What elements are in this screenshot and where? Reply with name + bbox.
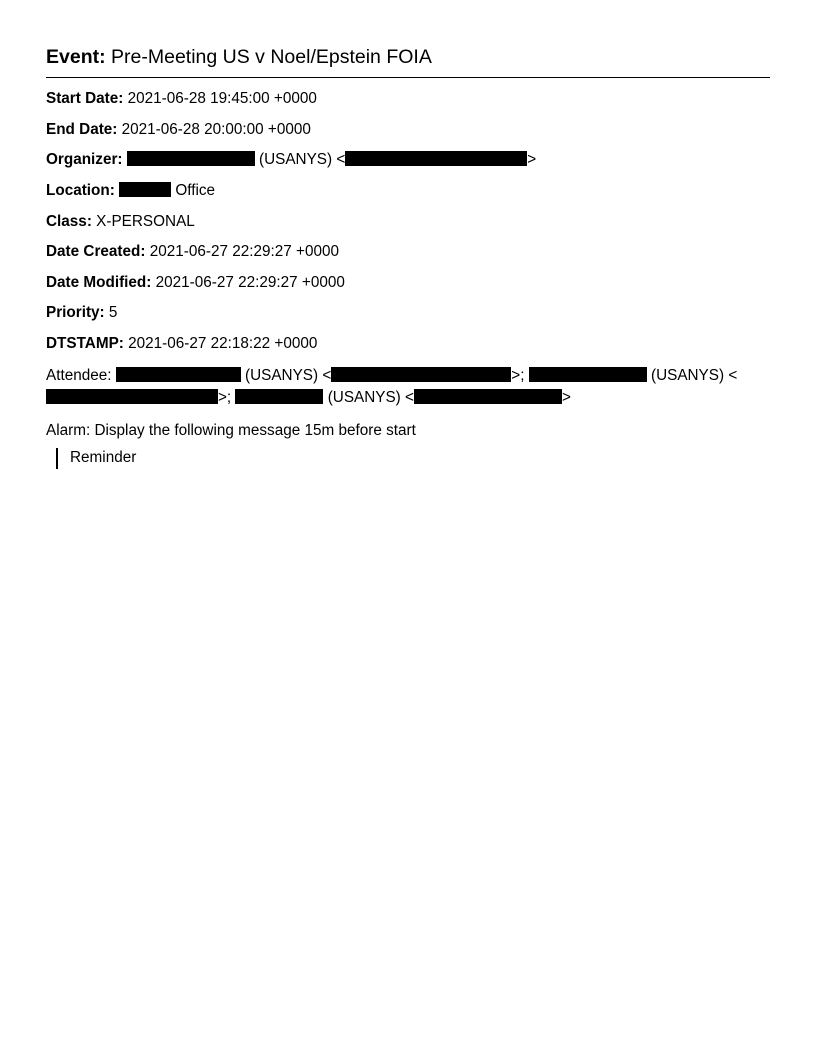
document-page [0,0,816,469]
field-label: Location: [46,182,115,200]
field-label: Start Date: [46,90,124,108]
field-end-date [46,120,770,140]
field-date-created [46,242,770,262]
organizer-email-close: > [527,151,537,169]
event-title-row [46,44,770,78]
field-value: X-PERSONAL [96,212,195,230]
redaction-bar-organizer-email [345,151,527,166]
field-label: Class: [46,212,92,230]
field-value: 2021-06-28 19:45:00 +0000 [127,90,317,108]
field-value: 2021-06-27 22:18:22 +0000 [128,334,318,352]
field-location [46,181,770,201]
redaction-bar-attendee-3-name [235,389,323,404]
field-organizer [46,150,770,170]
alarm-value: Display the following message 15m before start [94,421,416,439]
attendee-3-org: (USANYS) [327,388,401,406]
field-start-date [46,89,770,109]
redaction-bar-attendee-1-email [331,367,511,382]
field-label: DTSTAMP: [46,334,124,352]
field-label: End Date: [46,120,118,138]
field-label: Priority: [46,304,105,322]
location-value: Office [175,182,216,200]
attendee-1-email-open: < [322,366,332,384]
attendee-1-org: (USANYS) [245,366,319,384]
event-label: Event: [46,46,106,68]
attendee-3-email-close: > [561,388,571,406]
attendee-3-email-open: < [405,388,414,406]
redaction-bar-attendee-3-email [414,389,562,404]
field-label: Organizer: [46,151,123,169]
field-value: 2021-06-28 20:00:00 +0000 [121,120,311,138]
field-priority [46,303,770,323]
alarm-message-block [46,448,770,469]
field-alarm [46,421,770,441]
attendee-2-org: (USANYS) [650,366,725,384]
attendee-2-email-close: >; [218,388,232,406]
organizer-email-open: < [336,151,346,169]
redaction-bar-attendee-1-name [116,367,241,382]
field-label: Date Created: [46,243,146,261]
organizer-org: (USANYS) [259,151,333,169]
redaction-bar-attendee-2-name [529,367,647,382]
field-label: Alarm: [46,421,91,439]
alarm-message: Reminder [56,448,136,469]
event-title: Pre-Meeting US v Noel/Epstein FOIA [111,46,432,68]
field-label: Date Modified: [46,273,152,291]
field-date-modified [46,273,770,293]
field-value: 2021-06-27 22:29:27 +0000 [149,243,339,261]
field-value: 5 [108,304,118,322]
attendee-2-email-open: < [728,366,738,384]
attendee-1-email-close: >; [511,366,525,384]
field-dtstamp [46,334,770,354]
redaction-bar-organizer-name [127,151,255,166]
field-attendee [46,365,770,409]
redaction-bar-attendee-2-email [46,389,218,404]
redaction-bar-location [119,182,171,197]
field-class [46,212,770,232]
field-value: 2021-06-27 22:29:27 +0000 [155,273,345,291]
field-label: Attendee: [46,366,112,384]
